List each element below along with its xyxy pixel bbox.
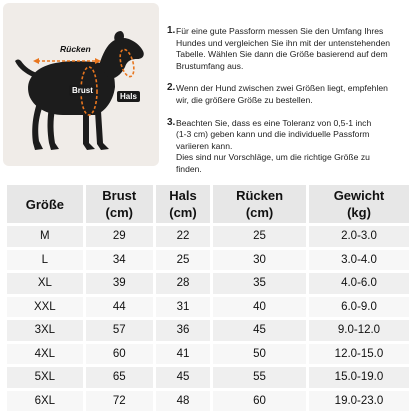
header-back: Rücken (cm) [213,185,306,223]
cell-chest: 44 [86,297,153,318]
header-weight: Gewicht (kg) [309,185,409,223]
note-item [167,26,407,72]
cell-neck: 25 [156,250,210,271]
cell-weight: 19.0-23.0 [309,391,409,412]
table-header-row [7,185,409,223]
cell-chest: 39 [86,273,153,294]
cell-size: 3XL [7,320,83,341]
cell-back: 25 [213,226,306,247]
cell-size: 4XL [7,344,83,365]
cell-size: XL [7,273,83,294]
table-row [7,320,409,341]
cell-weight: 3.0-4.0 [309,250,409,271]
table-row [7,344,409,365]
cell-neck: 48 [156,391,210,412]
cell-back: 45 [213,320,306,341]
cell-neck: 41 [156,344,210,365]
note-footer-text: Dies sind nur Vorschläge, um die richtige Größe zu finden. [176,152,370,174]
dog-measurement-diagram [3,3,159,166]
header-size: Größe [7,185,83,223]
note-item [167,118,407,176]
cell-back: 60 [213,391,306,412]
cell-size: 5XL [7,367,83,388]
note-text: Für eine gute Passform messen Sie den Umfang Ihres Hundes und vergleichen Sie ihn mit der untenstehenden Tabelle. Wählen Sie dann die Größe basierend auf dem Brustumfang aus. [176,26,391,71]
cell-chest: 34 [86,250,153,271]
cell-weight: 15.0-19.0 [309,367,409,388]
cell-neck: 31 [156,297,210,318]
cell-back: 55 [213,367,306,388]
cell-neck: 28 [156,273,210,294]
cell-size: 6XL [7,391,83,412]
cell-size: M [7,226,83,247]
cell-chest: 60 [86,344,153,365]
table-row [7,273,409,294]
size-chart-table [4,182,412,414]
cell-weight: 2.0-3.0 [309,226,409,247]
cell-size: XXL [7,297,83,318]
cell-weight: 12.0-15.0 [309,344,409,365]
cell-back: 40 [213,297,306,318]
note-text: Beachten Sie, dass es eine Toleranz von 0,5-1 inch (1-3 cm) geben kann und die individuelle Passform variieren kann. [176,117,372,151]
header-neck: Hals (cm) [156,185,210,223]
table-row [7,367,409,388]
table-row [7,391,409,412]
cell-neck: 45 [156,367,210,388]
cell-weight: 9.0-12.0 [309,320,409,341]
chest-label: Brust [69,85,96,96]
back-label: Rücken [60,44,91,54]
note-text: Wenn der Hund zwischen zwei Größen liegt, empfehlen wir, die größere Größe zu bestellen. [176,83,388,105]
table-row [7,297,409,318]
cell-weight: 6.0-9.0 [309,297,409,318]
cell-chest: 57 [86,320,153,341]
sizing-notes [167,26,407,187]
table-row [7,250,409,271]
cell-back: 50 [213,344,306,365]
cell-chest: 72 [86,391,153,412]
cell-back: 30 [213,250,306,271]
cell-weight: 4.0-6.0 [309,273,409,294]
table-row [7,226,409,247]
cell-chest: 29 [86,226,153,247]
cell-back: 35 [213,273,306,294]
note-number: 1. [167,25,176,36]
cell-size: L [7,250,83,271]
note-item [167,83,407,106]
note-number: 3. [167,116,176,128]
cell-chest: 65 [86,367,153,388]
note-number: 2. [167,82,176,94]
cell-neck: 22 [156,226,210,247]
cell-neck: 36 [156,320,210,341]
header-chest: Brust (cm) [86,185,153,223]
neck-label: Hals [117,91,140,102]
